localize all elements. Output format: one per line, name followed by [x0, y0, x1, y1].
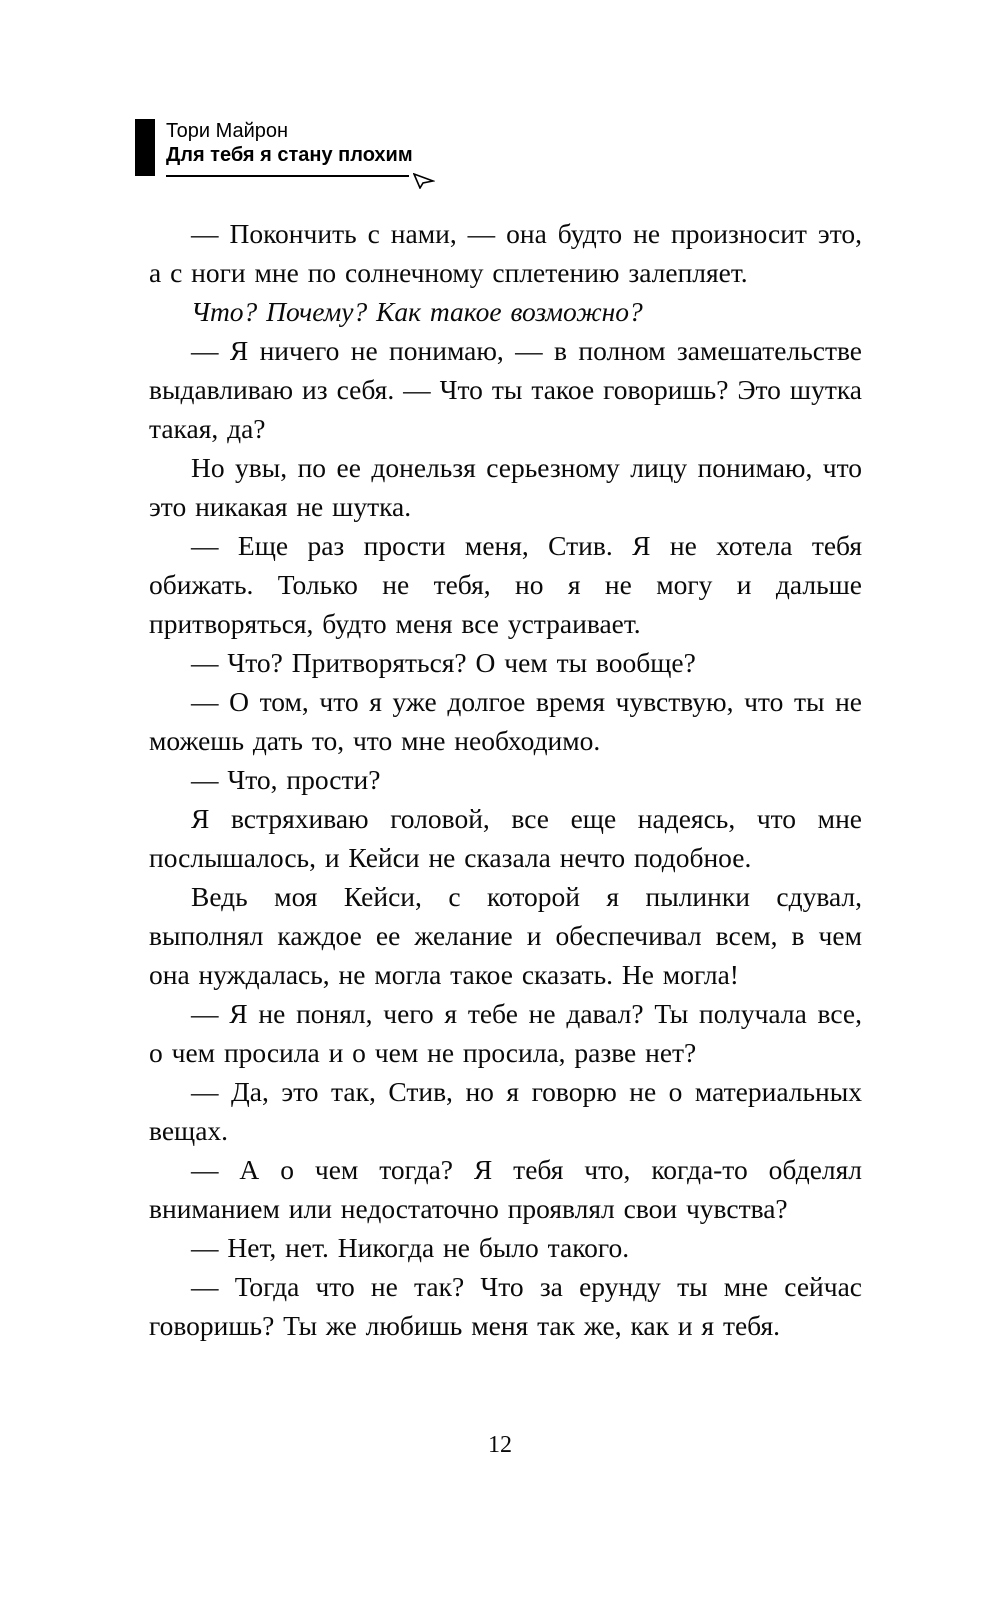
- page-number: 12: [488, 1432, 512, 1458]
- paragraph: — Нет, нет. Никогда не было такого.: [191, 1232, 630, 1263]
- cursor-arrow-icon: [413, 173, 435, 189]
- paragraph: — Покончить с нами, — она будто не произносит это, а с ноги мне по солнечному сплетению залепляет.: [149, 218, 862, 288]
- header-rule: [166, 175, 409, 177]
- book-title: Для тебя я стану плохим: [166, 144, 413, 166]
- paragraph: — Я ничего не понимаю, — в полном замешательстве выдавливаю из себя. — Что ты такое говоришь? Это шутка такая, да?: [149, 335, 862, 444]
- paragraph: Но увы, по ее донельзя серьезному лицу понимаю, что это никакая не шутка.: [149, 452, 862, 522]
- paragraph: — Что? Притворяться? О чем ты вообще?: [191, 647, 696, 678]
- paragraph: Ведь моя Кейси, с которой я пылинки сдувал, выполнял каждое ее желание и обеспечивал всем, в чем она нуждалась, не могла такое сказать. Не могла!: [149, 881, 862, 990]
- header-rule-row: [166, 173, 421, 187]
- paragraph: Что? Почему? Как такое возможно?: [191, 296, 643, 327]
- body-text: [149, 214, 862, 1345]
- paragraph: Я встряхиваю головой, все еще надеясь, что мне послышалось, и Кейси не сказала нечто подобное.: [149, 803, 862, 873]
- paragraph: — Что, прости?: [191, 764, 381, 795]
- paragraph: — Еще раз прости меня, Стив. Я не хотела тебя обижать. Только не тебя, но я не могу и дальше притворяться, будто меня все устраивает.: [149, 530, 862, 639]
- author-name: Тори Майрон: [166, 120, 289, 142]
- paragraph: — О том, что я уже долгое время чувствую, что ты не можешь дать то, что мне необходимо.: [149, 686, 862, 756]
- paragraph: — Тогда что не так? Что за ерунду ты мне сейчас говоришь? Ты же любишь меня так же, как и я тебя.: [149, 1271, 862, 1341]
- header-bar-decoration: [135, 119, 155, 176]
- running-head: [135, 119, 421, 187]
- header-text-block: [166, 119, 421, 187]
- paragraph: — Да, это так, Стив, но я говорю не о материальных вещах.: [149, 1076, 862, 1146]
- paragraph: — Я не понял, чего я тебе не давал? Ты получала все, о чем просила и о чем не просила, разве нет?: [149, 998, 862, 1068]
- paragraph: — А о чем тогда? Я тебя что, когда-то обделял вниманием или недостаточно проявлял свои чувства?: [149, 1154, 862, 1224]
